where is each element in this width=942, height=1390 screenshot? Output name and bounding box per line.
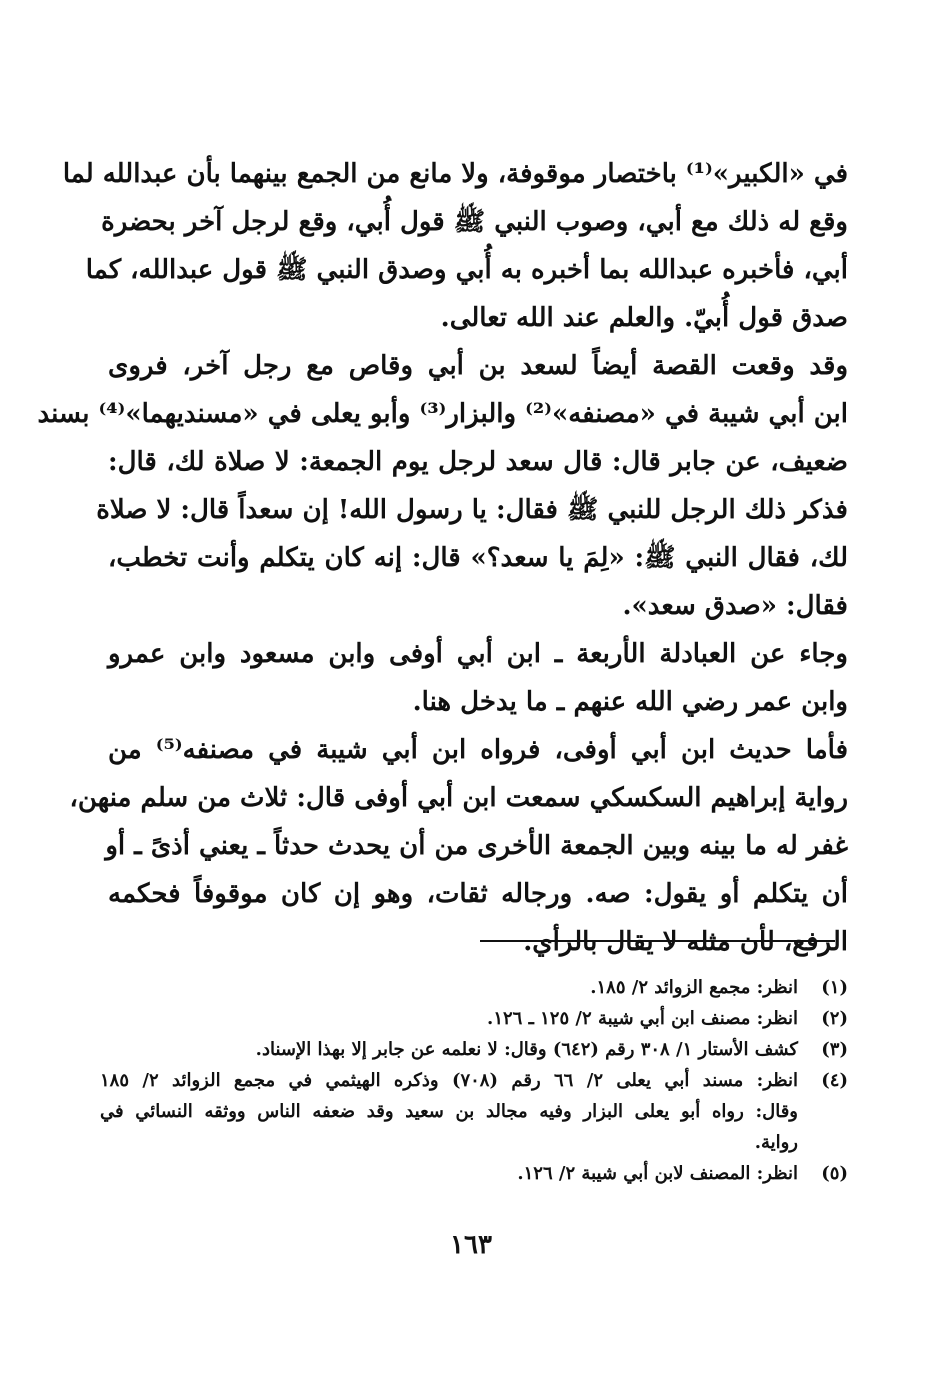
footnote-text: انظر: المصنف لابن أبي شيبة ٢/ ١٢٦. (517, 1163, 798, 1184)
body-line-5: وقد وقعت القصة أيضاً لسعد بن أبي وقاص مع رجل آخر، فروى (108, 351, 848, 381)
footnote-4-end (100, 1127, 848, 1158)
main-text (37, 150, 848, 966)
footnote-separator (480, 940, 835, 942)
footnote-3 (100, 1034, 848, 1065)
footnote-5 (100, 1158, 848, 1189)
body-line-11: وجاء عن العبادلة الأربعة ـ ابن أبي أوفى وابن مسعود وابن عمرو (108, 639, 848, 669)
body-line-4: صدق قول أُبيّ. والعلم عند الله تعالى. (440, 303, 848, 333)
body-line-12: وابن عمر رضي الله عنهم ـ ما يدخل هنا. (412, 687, 848, 717)
footnotes (100, 972, 848, 1189)
footnote-text: وقال: رواه أبو يعلى البزار وفيه مجالد بن سعيد وقد ضعفه الناس ووثقه النسائي في (100, 1101, 798, 1122)
body-line-13: فأما حديث ابن أبي أوفى، فرواه ابن أبي شيبة في مصنفه⁽⁵⁾ من (108, 735, 848, 765)
body-line-10: فقال: «صدق سعد». (622, 591, 848, 621)
footnote-text: رواية. (754, 1132, 798, 1153)
footnote-number: (٥) (821, 1163, 848, 1184)
footnote-text: انظر: مجمع الزوائد ٢/ ١٨٥. (590, 977, 798, 998)
footnote-4-continued (100, 1096, 848, 1127)
body-line-17: الرفع، لأن مثله لا يقال بالرأي. (523, 927, 848, 957)
body-line-8: فذكر ذلك الرجل للنبي ﷺ فقال: يا رسول الله! إن سعداً قال: لا صلاة (96, 495, 848, 525)
footnote-number: (٢) (821, 1008, 848, 1029)
body-line-1: في «الكبير»⁽¹⁾ باختصار موقوفة، ولا مانع من الجمع بينهما بأن عبدالله لما (62, 159, 848, 189)
footnote-4 (100, 1065, 848, 1096)
body-line-15: غفر له ما بينه وبين الجمعة الأخرى من أن يحدث حدثاً ـ يعني أذىً ـ أو (105, 831, 848, 861)
footnote-number: (١) (821, 977, 848, 998)
body-line-14: رواية إبراهيم السكسكي سمعت ابن أبي أوفى قال: ثلاث من سلم منهن، (69, 783, 848, 813)
body-line-16: أن يتكلم أو يقول: صه. ورجاله ثقات، وهو إن كان موقوفاً فحكمه (108, 879, 848, 909)
footnote-number: (٣) (821, 1039, 848, 1060)
page-number: ١٦٣ (450, 1230, 492, 1260)
body-line-3: أبي، فأخبره عبدالله بما أخبره به أُبي وصدق النبي ﷺ قول عبدالله، كما (85, 255, 848, 285)
body-line-2: وقع له ذلك مع أبي، وصوب النبي ﷺ قول أُبي، وقع لرجل آخر بحضرة (101, 207, 848, 237)
footnote-number: (٤) (821, 1070, 848, 1091)
body-line-7: ضعيف، عن جابر قال: قال سعد لرجل يوم الجمعة: لا صلاة لك، قال: (108, 447, 848, 477)
footnote-text: انظر: مسند أبي يعلى ٢/ ٦٦ رقم (٧٠٨) وذكره الهيثمي في مجمع الزوائد ٢/ ١٨٥ (100, 1070, 799, 1091)
footnote-1 (100, 972, 848, 1003)
body-line-6: ابن أبي شيبة في «مصنفه»⁽²⁾ والبزار⁽³⁾ وأبو يعلى في «مسنديهما»⁽⁴⁾ بسند (37, 399, 848, 429)
body-line-9: لك، فقال النبي ﷺ: «لِمَ يا سعد؟» قال: إنه كان يتكلم وأنت تخطب، (108, 543, 848, 573)
footnote-text: انظر: مصنف ابن أبي شيبة ٢/ ١٢٥ ـ ١٢٦. (487, 1008, 798, 1029)
footnote-2 (100, 1003, 848, 1034)
footnote-text: كشف الأستار ١/ ٣٠٨ رقم (٦٤٢) وقال: لا نعلمه عن جابر إلا بهذا الإسناد. (255, 1039, 798, 1060)
